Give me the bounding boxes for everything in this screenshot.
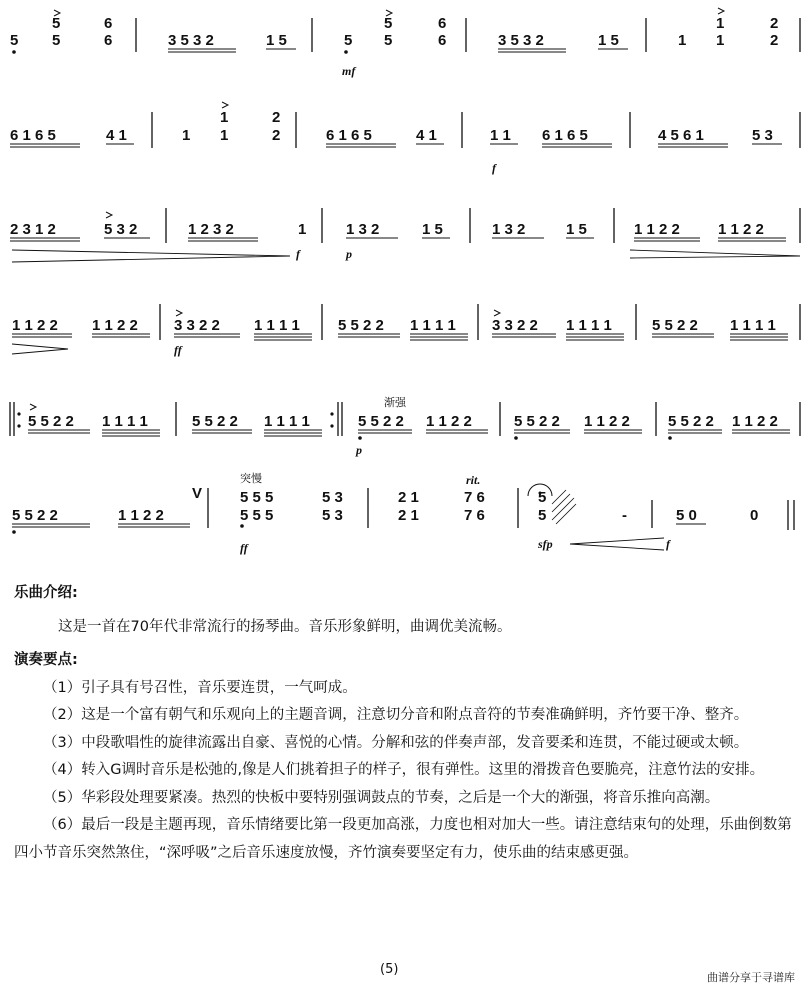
note-group: 1 2 3 2 [188,221,234,238]
note-group: 1 1 1 1 [254,317,300,334]
note-group: 1 1 1 1 [410,317,456,334]
note-group: 5 5 5 [240,507,274,524]
dynamic-mf: mf [342,64,356,78]
score-row-1 [10,15,800,78]
note: 5 [52,32,61,49]
note: 2 [272,109,281,126]
note: 1 [220,127,229,144]
note-group: 5 5 2 2 [668,413,714,430]
note: 1 [716,15,725,32]
note-group: 5 5 5 [240,489,274,506]
note: 6 [438,15,447,32]
note: 5 [538,489,547,506]
notation-marks [13,8,724,533]
note-group: 7 6 [464,489,485,506]
note-group: 3 3 2 2 [492,317,538,334]
note: 1 [220,109,229,126]
performance-item: （2）这是一个富有朝气和乐观向上的主题音调，注意切分音和附点音符的节奏准确鲜明，齐竹要干净、整齐。 [43,707,749,723]
note-group: 3 5 3 2 [498,32,544,49]
score-row-3 [10,208,800,262]
intro-body: 这是一首在70年代非常流行的扬琴曲。音乐形象鲜明，曲调优美流畅。 [58,618,512,635]
note: 6 [438,32,447,49]
note-group: 5 3 [322,489,343,506]
note-group: 5 3 [752,127,773,144]
note-group: 1 1 2 2 [718,221,764,238]
crescendo-mark: 渐强 [384,396,406,409]
score-row-6 [12,471,794,555]
note-group: 6 1 6 5 [542,127,588,144]
dynamic-ff: ff [174,343,182,357]
performance-heading: 演奏要点: [14,652,78,668]
note: 6 [104,15,113,32]
watermark: 曲谱分享于寻谱库 [704,968,798,986]
performance-item: （4）转入G调时音乐是松弛的,像是人们挑着担子的样子，很有弹性。这里的滑拨音色要脆亮，注意竹法的安排。 [43,762,765,778]
note-group: 1 1 1 1 [566,317,612,334]
note-group: 1 3 2 [492,221,526,238]
score-row-5 [10,396,800,457]
note-group: 5 3 2 [104,221,138,238]
dynamic-f: f [296,247,300,261]
breath-mark: V [192,485,203,502]
note-group: 1 1 2 2 [118,507,164,524]
ritardando-mark: rit. [466,473,481,487]
note-group: 1 1 2 2 [634,221,680,238]
note: 5 [52,15,61,32]
note-group: 1 1 1 1 [730,317,776,334]
dynamic-f: f [492,161,496,175]
note-group: 2 1 [398,507,419,524]
performance-item: （5）华彩段处理要紧凑。热烈的快板中要特别强调鼓点的节奏，之后是一个大的渐强，将音乐推向高潮。 [43,789,720,806]
note: 1 [182,127,191,144]
note: 5 [344,32,353,49]
note-group: 1 5 [566,221,587,238]
note: 2 [272,127,281,144]
sudden-slow-mark: 突慢 [240,472,262,485]
page-number: (5) [380,962,399,977]
intro-heading: 乐曲介绍: [14,585,78,601]
dynamic-sfp: sfp [538,537,553,551]
note-group: 1 1 2 2 [92,317,138,334]
rest-dash: - [622,507,627,524]
score-row-4 [12,304,800,357]
note: 0 [750,507,759,524]
note-group: 5 5 2 2 [192,413,238,430]
note-group: 1 5 [266,32,287,49]
note-group: 7 6 [464,507,485,524]
note-group: 1 3 2 [346,221,380,238]
note-group: 1 1 [490,127,511,144]
score-row-2 [10,109,800,175]
note-group: 5 5 2 2 [514,413,560,430]
note: 2 [770,15,779,32]
note: 2 [770,32,779,49]
note: 1 [678,32,687,49]
dynamic-p: p [346,247,352,261]
dynamic-f: f [666,537,670,551]
note: 5 [384,32,393,49]
note-group: 3 3 2 2 [174,317,220,334]
note-group: 3 5 3 2 [168,32,214,49]
note-group: 5 3 [322,507,343,524]
note-group: 5 5 2 2 [338,317,384,334]
note-group: 1 1 2 2 [732,413,778,430]
note-group: 1 1 2 2 [426,413,472,430]
note-group: 4 1 [106,127,127,144]
note-group: 1 1 1 1 [102,413,148,430]
note-group: 2 1 [398,489,419,506]
note-group: 2 3 1 2 [10,221,56,238]
note-group: 1 1 1 1 [264,413,310,430]
note: 5 [10,32,19,49]
dynamic-p: p [356,443,362,457]
note-group: 4 5 6 1 [658,127,704,144]
note: 6 [104,32,113,49]
note-group: 5 5 2 2 [652,317,698,334]
performance-item: （1）引子具有号召性，音乐要连贯，一气呵成。 [43,679,357,696]
note-group: 1 5 [598,32,619,49]
note-group: 1 1 2 2 [12,317,58,334]
note-group: 5 5 2 2 [358,413,404,430]
dynamic-ff: ff [240,541,248,555]
note-group: 1 5 [422,221,443,238]
note-group: 1 1 2 2 [584,413,630,430]
note-group: 4 1 [416,127,437,144]
note-group: 5 0 [676,507,697,524]
note: 1 [716,32,725,49]
note: 1 [298,221,307,238]
note-group: 5 5 2 2 [12,507,58,524]
note-group: 5 5 2 2 [28,413,74,430]
note-group: 6 1 6 5 [326,127,372,144]
note: 5 [538,507,547,524]
performance-item: （3）中段歌唱性的旋律流露出自豪、喜悦的心情。分解和弦的伴奏声部，发音要柔和连贯，不能过硬或太顿。 [43,734,749,751]
performance-item: （6）最后一段是主题再现，音乐情绪要比第一段更加高涨，力度也相对加大一些。请注意结束句的处理，乐曲倒数第四小节音乐突然煞住，“深呼吸”之后音乐速度放慢，齐竹演奏要坚定有力，使乐曲的结束感更强。 [14,817,792,861]
note-group: 6 1 6 5 [10,127,56,144]
note: 5 [384,15,393,32]
description-section [14,580,800,867]
